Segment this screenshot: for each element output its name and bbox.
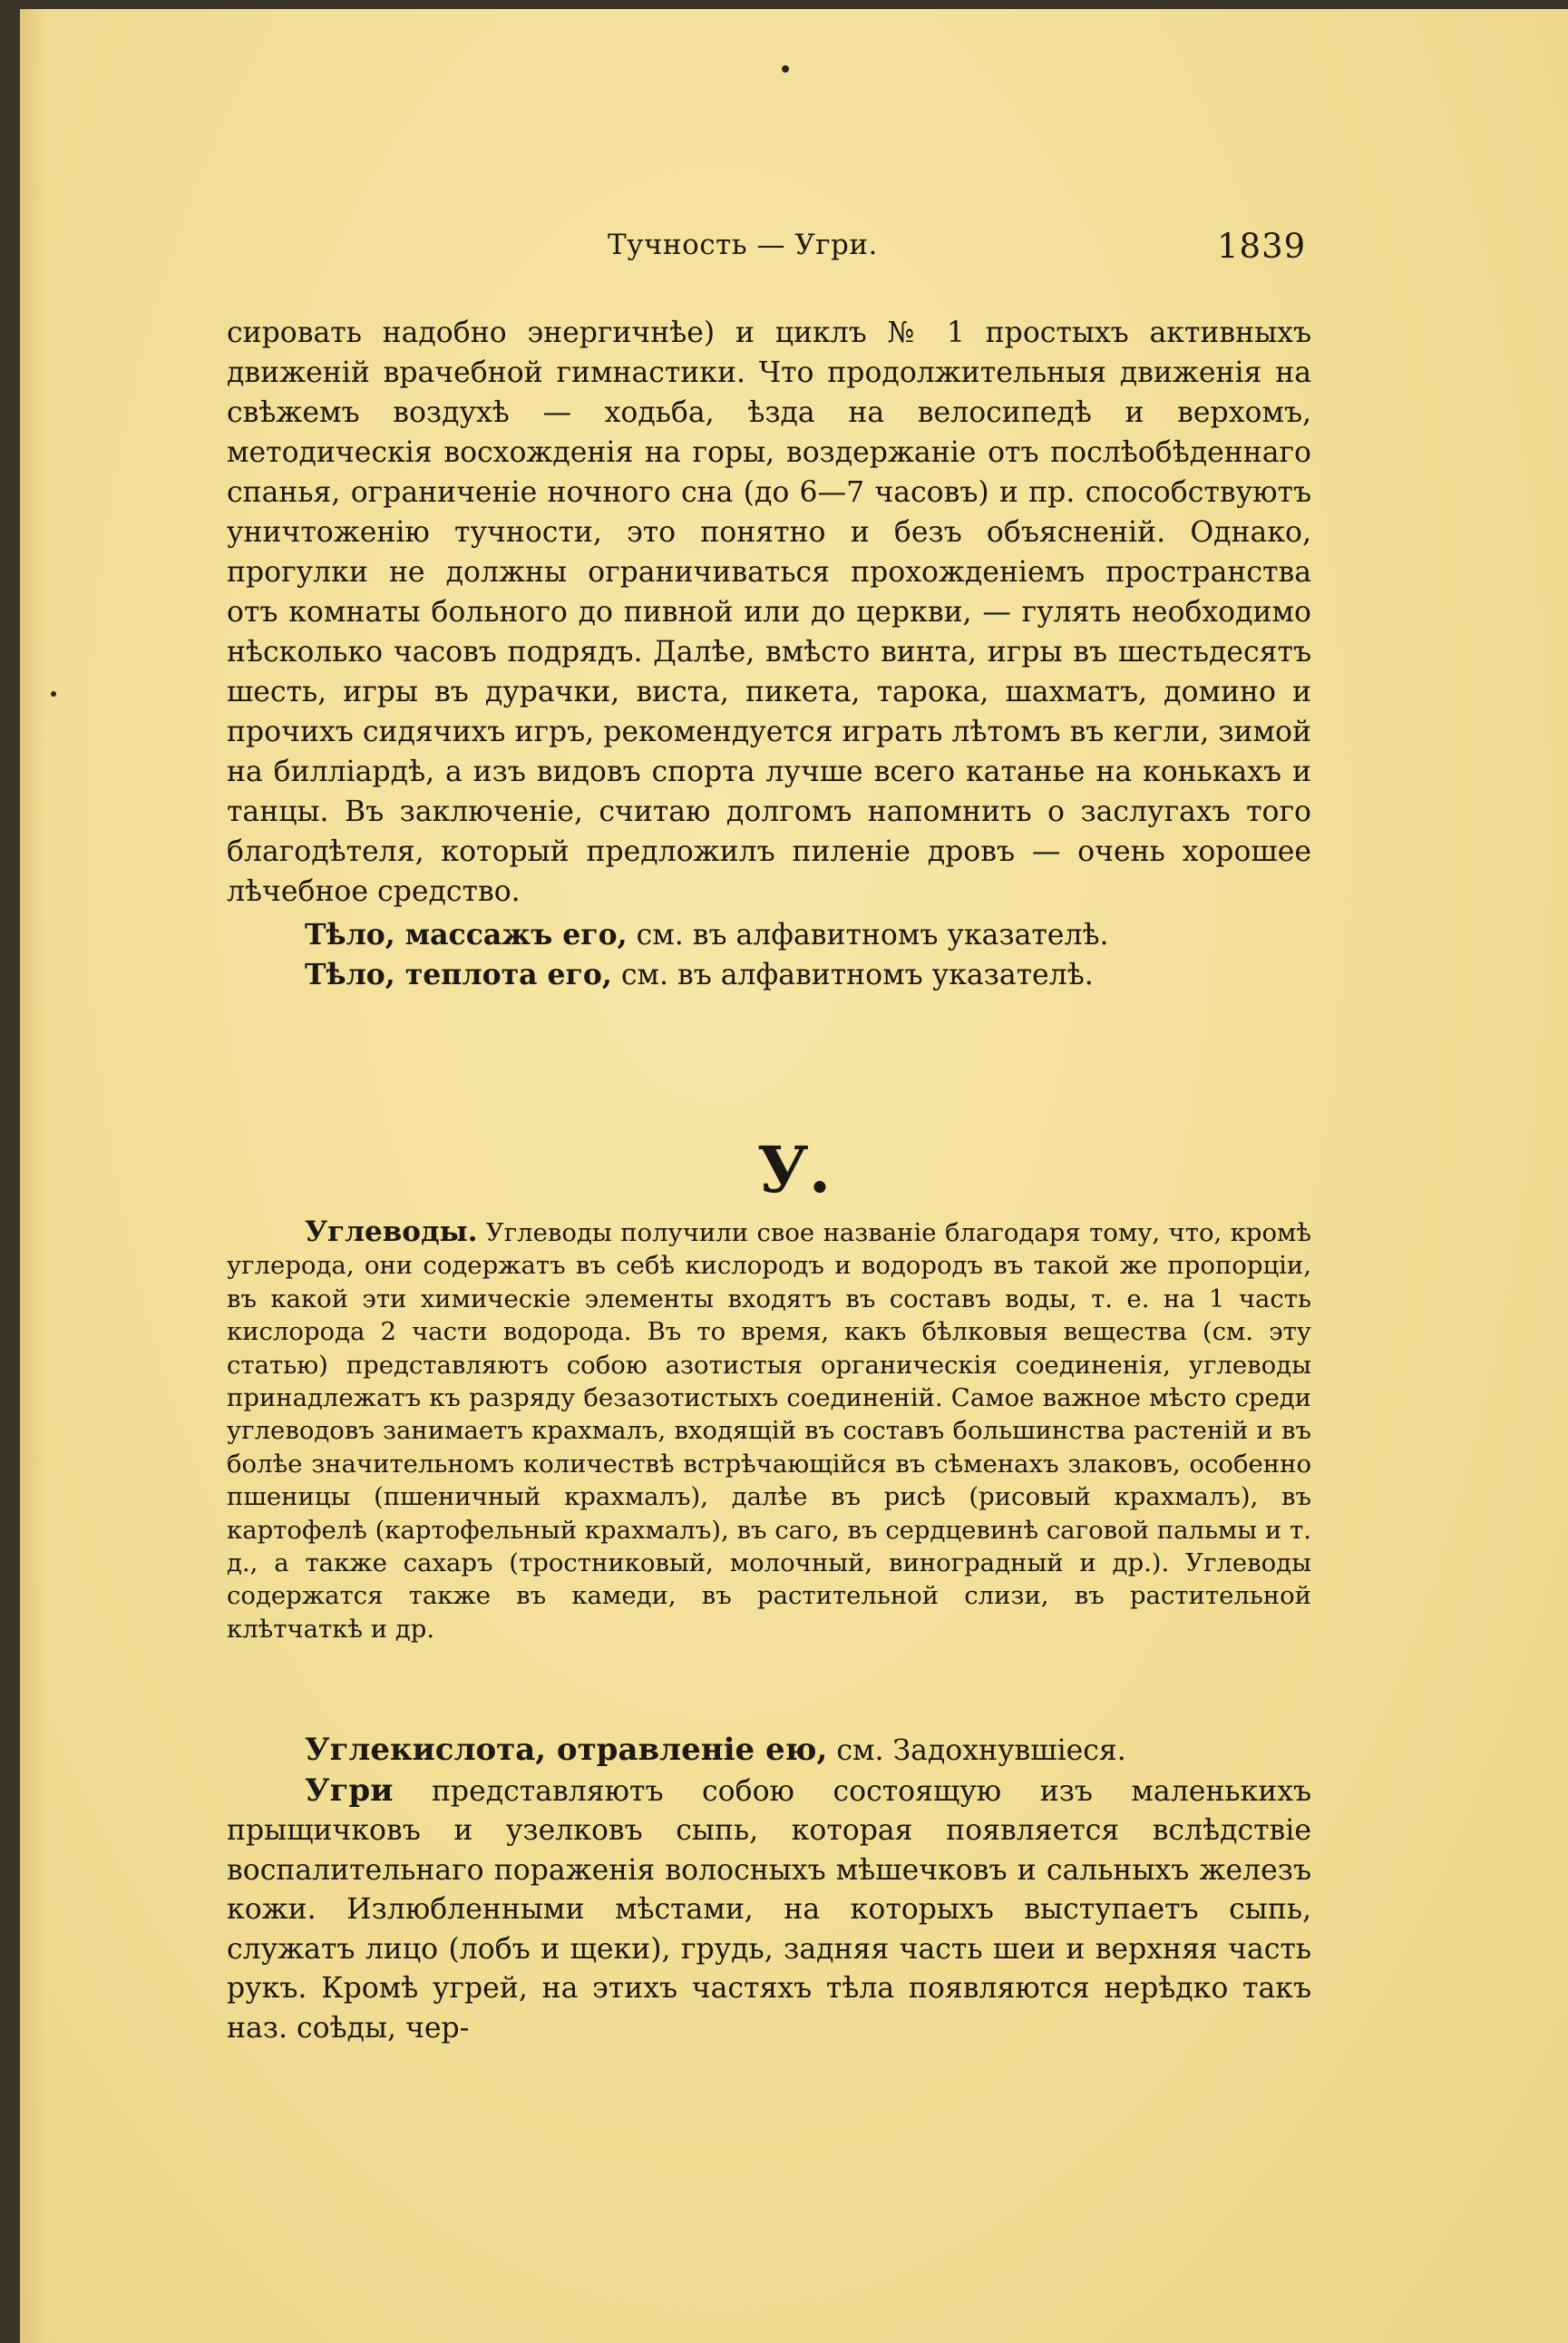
ink-spot — [782, 65, 789, 73]
article-tuchnost-continuation — [227, 313, 1311, 995]
entry-telo-massazh — [227, 915, 1311, 955]
entry-term: Тѣло, теплота его, — [305, 958, 612, 991]
continuation-paragraph: сировать надобно энергичнѣе) и циклъ № 1 простыхъ активныхъ движеній врачебной гимнастики. Что продолжительныя движенія на свѣжемъ воздухѣ — ходьба, ѣзда на велосипедѣ и верхомъ, методическія восхожденія на горы, воздержаніе отъ послѣобѣденнаго спанья, ограниченіе ночного сна (до 6—7 часовъ) и пр. способствуютъ уничтоженію тучности, это понятно и безъ объясненій. Однако, прогулки не должны ограничиваться прохожденіемъ пространства отъ комнаты больного до пивной или до церкви, — гулять необходимо нѣсколько часовъ подрядъ. Далѣе, вмѣсто винта, игры въ шестьдесятъ шесть, игры въ дурачки, виста, пикета, тарока, шахматъ, домино и прочихъ сидячихъ игръ, рекомендуется играть лѣтомъ въ кегли, зимой на билліардѣ, а изъ видовъ спорта лучше всего катанье на конькахъ и танцы. Въ заключеніе, считаю долгомъ напомнить о заслугахъ того благодѣтеля, который предложилъ пиленіе дровъ — очень хорошее лѣчебное средство. — [227, 317, 1311, 908]
article-uglevody — [227, 1215, 1311, 1645]
entry-ugri — [227, 1772, 1311, 2049]
ink-spot — [51, 691, 56, 697]
page-number: 1839 — [1217, 227, 1307, 266]
entry-term: Угри — [305, 1772, 394, 1809]
entry-ref: см. въ алфавитномъ указателѣ. — [620, 959, 1094, 991]
entry-ref: см. Задохнувшіеся. — [836, 1734, 1126, 1767]
entry-term: Углекислота, отравленіе ею, — [305, 1732, 828, 1768]
entry-uglekislota — [227, 1731, 1311, 1772]
entry-telo-teplota — [227, 955, 1311, 995]
book-page — [20, 9, 1568, 2343]
entry-text: Углеводы получили свое названіе благодаря тому, что, кромѣ углерода, они содержатъ въ себѣ кислородъ и водородъ въ такой же пропорціи, въ какой эти химическіе элементы входятъ въ составъ воды, т. е. на 1 часть кислорода 2 части водорода. Въ то время, какъ бѣлковыя вещества (см. эту статью) представляютъ собою азотистыя органическія соединенія, углеводы принадлежатъ къ разряду безазотистыхъ соединеній. Самое важное мѣсто среди углеводовъ занимаетъ крахмалъ, входящій въ составъ большинства растеній и въ болѣе значительномъ количествѣ встрѣчающійся въ сѣменахъ злаковъ, особенно пшеницы (пшеничный крахмалъ), далѣе въ рисѣ (рисовый крахмалъ), въ картофелѣ (картофельный крахмалъ), въ саго, въ сердцевинѣ саговой пальмы и т. д., а также сахаръ (тростниковый, молочный, виноградный и др.). Углеводы содержатся также въ камеди, въ растительной слизи, въ растительной клѣтчаткѣ и др. — [227, 1218, 1311, 1644]
entry-term: Углеводы. — [305, 1215, 478, 1248]
entry-text: представляютъ собою состоящую изъ маленькихъ прыщичковъ и узелковъ сыпь, которая появляется вслѣдствіе воспалительнаго пораженія волосныхъ мѣшечковъ и сальныхъ железъ кожи. Излюбленными мѣстами, на которыхъ выступаетъ сыпь, служатъ лицо (лобъ и щеки), грудь, задняя часть шеи и верхняя часть рукъ. Кромѣ угрей, на этихъ частяхъ тѣла появляются нерѣдко такъ наз. соѣды, чер- — [227, 1774, 1312, 2045]
page-header — [20, 229, 1568, 274]
running-title: Тучность — Угри. — [608, 229, 878, 261]
entry-term: Тѣло, массажъ его, — [305, 918, 628, 952]
articles-uglekislota-ugri — [227, 1731, 1311, 2048]
section-letter: У. — [756, 1132, 832, 1207]
entry-ref: см. въ алфавитномъ указателѣ. — [636, 919, 1109, 952]
